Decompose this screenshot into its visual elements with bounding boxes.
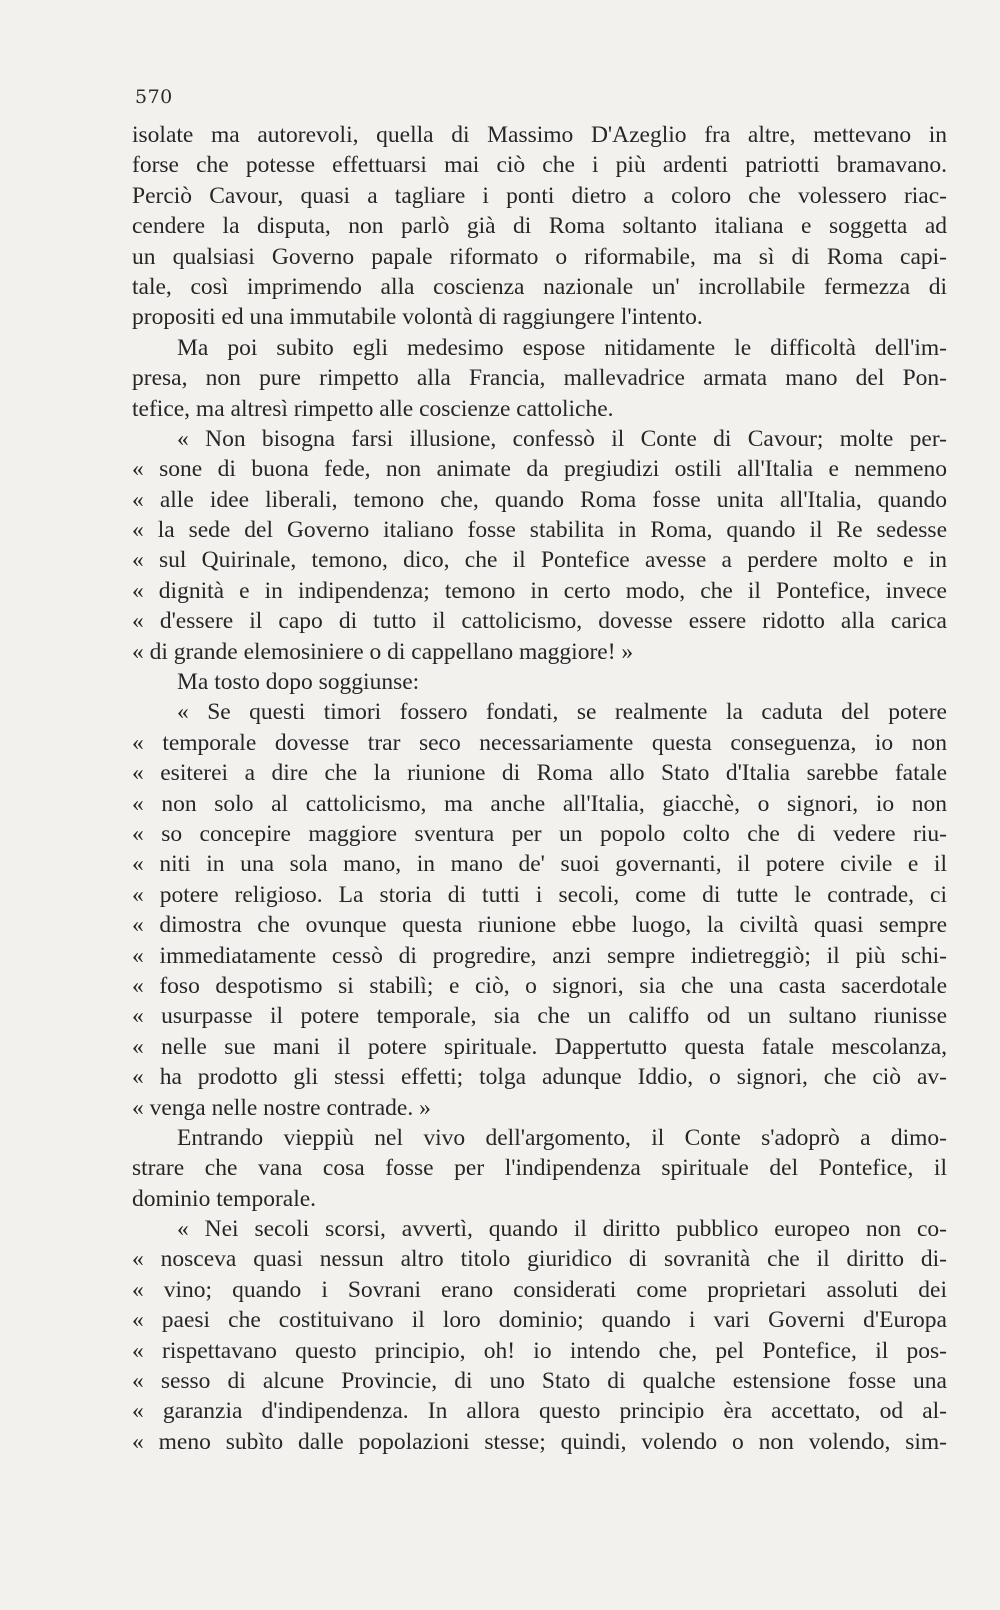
text-line: « non solo al cattolicismo, ma anche all'Italia, giacchè, o signori, io non — [132, 790, 947, 817]
text-line: « niti in una sola mano, in mano de' suoi governanti, il potere civile e il — [132, 851, 947, 878]
text-line: « Non bisogna farsi illusione, confessò il Conte di Cavour; molte per- — [177, 425, 947, 452]
text-line: dominio temporale. — [132, 1185, 317, 1212]
text-line: Ma tosto dopo soggiunse: — [177, 669, 420, 696]
text-line: « ha prodotto gli stessi effetti; tolga adunque Iddio, o signori, che ciò av- — [132, 1064, 947, 1091]
text-line: « la sede del Governo italiano fosse stabilita in Roma, quando il Re sedesse — [132, 517, 947, 544]
text-line: « potere religioso. La storia di tutti i secoli, come di tutte le contrade, ci — [132, 881, 947, 908]
text-line: isolate ma autorevoli, quella di Massimo D'Azeglio fra altre, mettevano in — [132, 122, 947, 148]
text-line: « nelle sue mani il potere spirituale. Dappertutto questa fatale mescolanza, — [132, 1033, 947, 1060]
text-line: « sone di buona fede, non animate da pregiudizi ostili all'Italia e nemmeno — [132, 456, 947, 483]
text-line: presa, non pure rimpetto alla Francia, mallevadrice armata mano del Pon- — [132, 365, 947, 392]
text-line: « venga nelle nostre contrade. » — [132, 1094, 431, 1121]
text-line: « di grande elemosiniere o di cappellano maggiore! » — [132, 638, 634, 665]
text-line: « alle idee liberali, temono che, quando Roma fosse unita all'Italia, quando — [132, 486, 947, 513]
text-line: Perciò Cavour, quasi a tagliare i ponti dietro a coloro che volessero riac- — [132, 182, 947, 209]
text-line: « garanzia d'indipendenza. In allora questo principio èra accettato, od al- — [132, 1398, 947, 1425]
text-line: « immediatamente cessò di progredire, anzi sempre indietreggiò; il più schi- — [132, 942, 947, 969]
body-text — [132, 120, 947, 1457]
text-line: Ma poi subito egli medesimo espose nitidamente le difficoltà dell'im- — [177, 334, 947, 361]
text-line: « d'essere il capo di tutto il cattolicismo, dovesse essere ridotto alla carica — [132, 608, 947, 635]
text-line: « Nei secoli scorsi, avvertì, quando il diritto pubblico europeo non co- — [177, 1216, 947, 1243]
text-line: « rispettavano questo principio, oh! io intendo che, pel Pontefice, il pos- — [132, 1337, 947, 1364]
text-line: Entrando vieppiù nel vivo dell'argomento, il Conte s'adoprò a dimo- — [177, 1124, 947, 1151]
text-line: « nosceva quasi nessun altro titolo giuridico di sovranità che il diritto di- — [132, 1246, 947, 1273]
text-line: « sul Quirinale, temono, dico, che il Pontefice avesse a perdere molto e in — [132, 547, 947, 574]
text-line: « Se questi timori fossero fondati, se realmente la caduta del potere — [177, 699, 947, 726]
text-line: propositi ed una immutabile volontà di raggiungere l'intento. — [132, 304, 703, 331]
text-line: « temporale dovesse trar seco necessariamente questa conseguenza, io non — [132, 729, 947, 756]
text-line: « esiterei a dire che la riunione di Roma allo Stato d'Italia sarebbe fatale — [132, 760, 947, 787]
text-line: « vino; quando i Sovrani erano considerati come proprietari assoluti dei — [132, 1276, 947, 1303]
text-line: « meno subìto dalle popolazioni stesse; quindi, volendo o non volendo, sim- — [132, 1428, 947, 1455]
text-line: tefice, ma altresì rimpetto alle coscienze cattoliche. — [132, 395, 614, 422]
text-line: « sesso di alcune Provincie, di uno Stato di qualche estensione fosse una — [132, 1368, 947, 1395]
page-number: 570 — [135, 86, 173, 108]
text-line: « dimostra che ovunque questa riunione ebbe luogo, la civiltà quasi sempre — [132, 912, 947, 939]
text-line: « dignità e in indipendenza; temono in certo modo, che il Pontefice, invece — [132, 577, 947, 604]
text-line: « so concepire maggiore sventura per un popolo colto che di vedere riu- — [132, 820, 947, 847]
text-line: forse che potesse effettuarsi mai ciò che i più ardenti patriotti bramavano. — [132, 152, 947, 179]
text-line: cendere la disputa, non parlò già di Roma soltanto italiana e soggetta ad — [132, 213, 947, 240]
text-line: « usurpasse il potere temporale, sia che un califfo od un sultano riunisse — [132, 1003, 947, 1030]
text-line: tale, così imprimendo alla coscienza nazionale un' incrollabile fermezza di — [132, 273, 947, 300]
text-line: « foso despotismo si stabilì; e ciò, o signori, sia che una casta sacerdotale — [132, 972, 947, 999]
text-line: « paesi che costituivano il loro dominio; quando i vari Governi d'Europa — [132, 1307, 947, 1334]
text-line: strare che vana cosa fosse per l'indipendenza spirituale del Pontefice, il — [132, 1155, 947, 1182]
text-line: un qualsiasi Governo papale riformato o riformabile, ma sì di Roma capi- — [132, 243, 947, 270]
